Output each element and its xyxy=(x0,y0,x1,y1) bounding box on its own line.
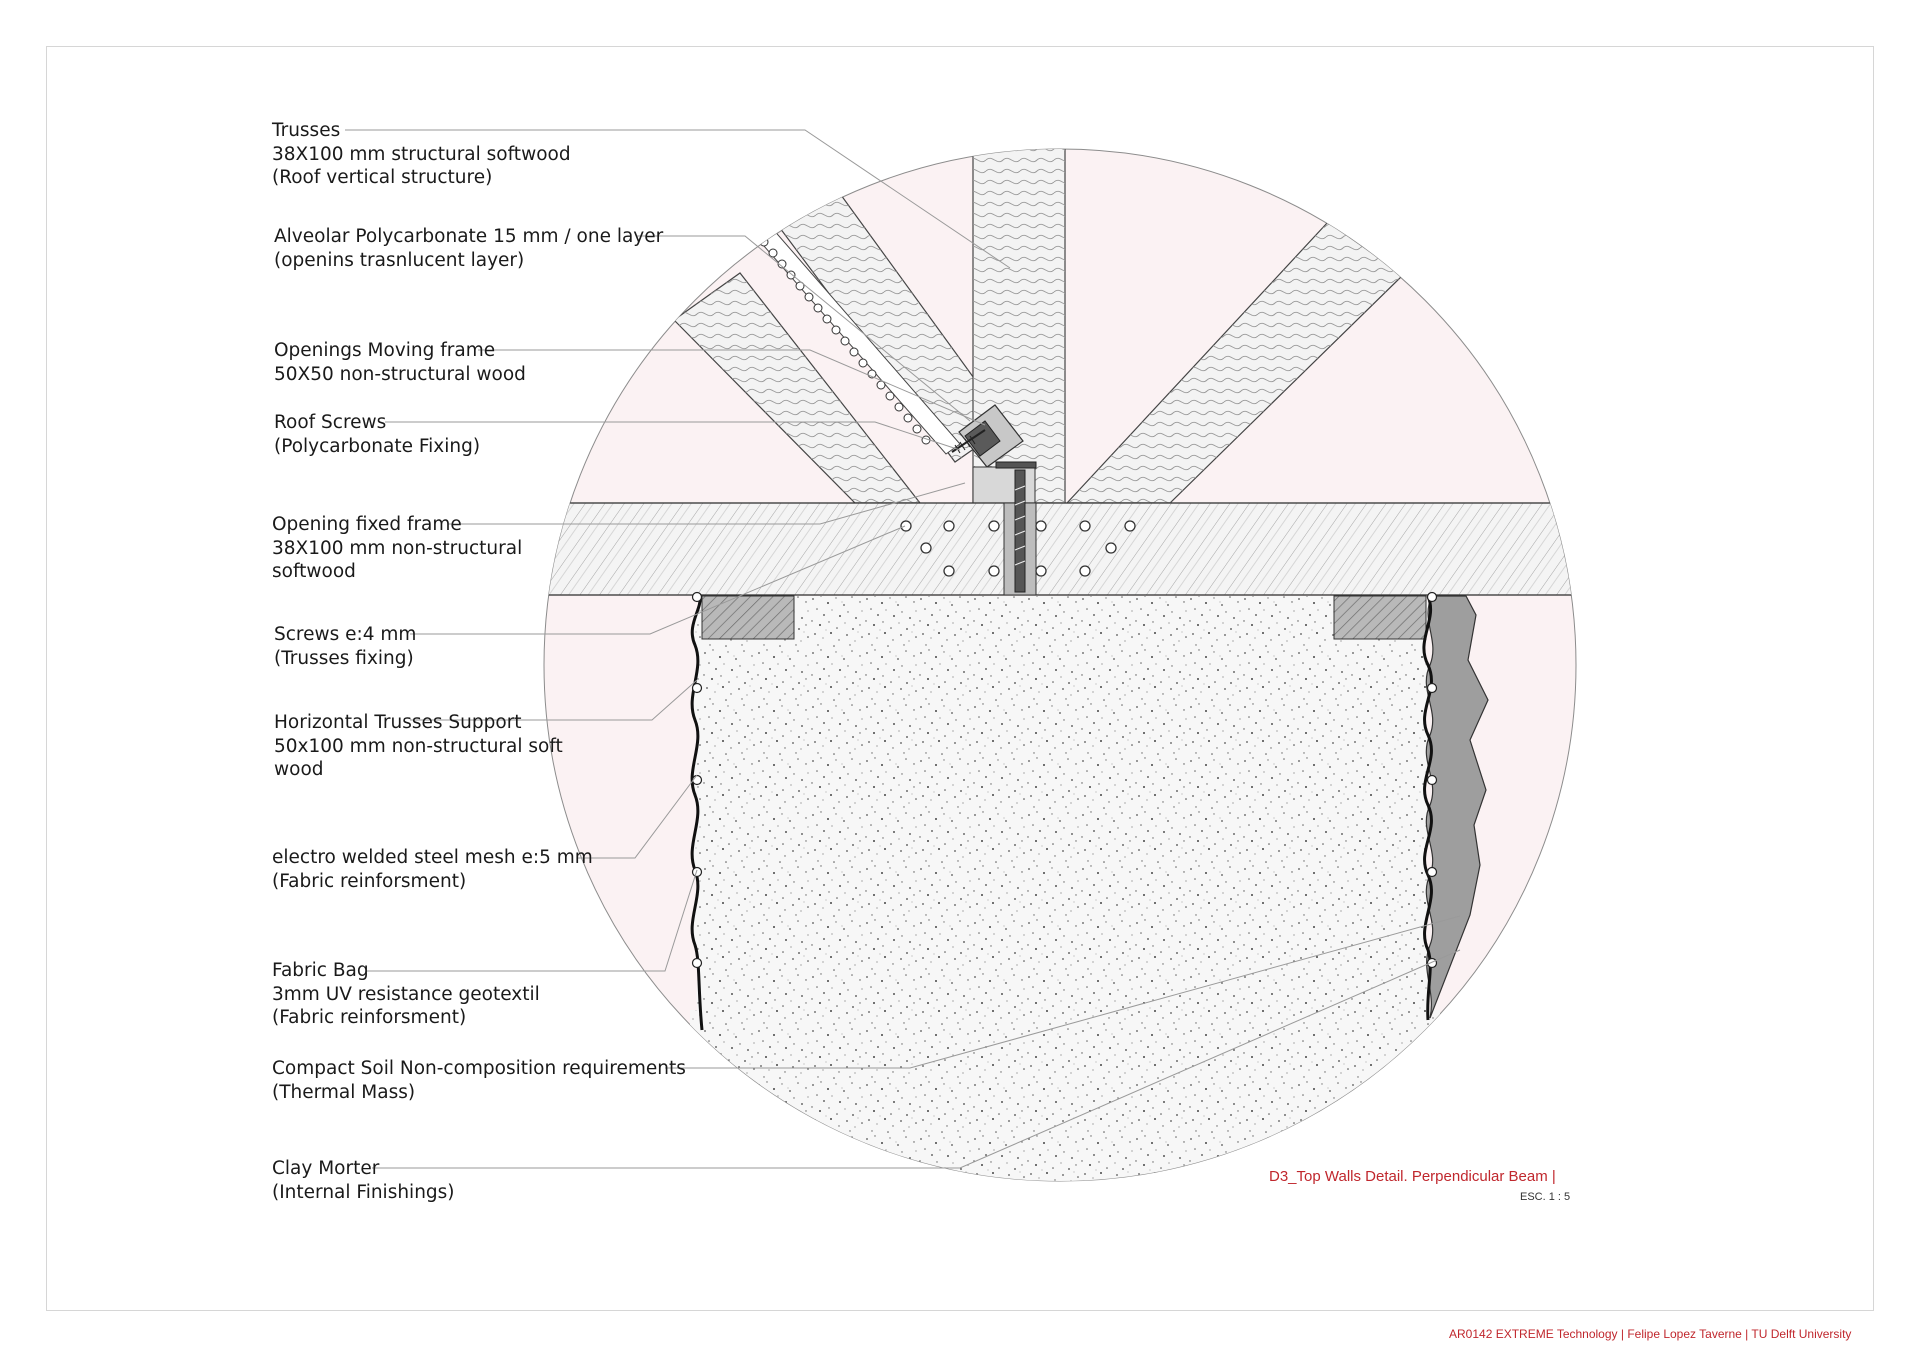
label-clay-mortar: Clay Morter (Internal Finishings) xyxy=(272,1158,455,1203)
drawing-title: D3_Top Walls Detail. Perpendicular Beam | xyxy=(1269,1168,1556,1185)
label-fabric-bag: Fabric Bag 3mm UV resistance geotextil (Fabric reinforsment) xyxy=(272,960,540,1028)
horizontal-frame-beam xyxy=(540,503,1580,595)
label-compact-soil: Compact Soil Non-composition requirements (Thermal Mass) xyxy=(272,1058,686,1103)
drawing-credits: AR0142 EXTREME Technology | Felipe Lopez Taverne | TU Delft University xyxy=(1449,1327,1852,1341)
drawing-scale: ESC. 1 : 5 xyxy=(1520,1191,1571,1203)
label-screws: Screws e:4 mm (Trusses fixing) xyxy=(274,624,417,669)
label-roof-screws: Roof Screws (Polycarbonate Fixing) xyxy=(274,412,481,457)
label-steel-mesh: electro welded steel mesh e:5 mm (Fabric reinforsment) xyxy=(272,847,593,892)
label-trusses: Trusses 38X100 mm structural softwood (Roof vertical structure) xyxy=(272,120,571,188)
label-truss-support: Horizontal Trusses Support 50x100 mm non-structural soft wood xyxy=(274,712,563,780)
compact-soil xyxy=(680,596,1440,1216)
fixed-frame-block xyxy=(973,462,1036,503)
label-moving-frame: Openings Moving frame 50X50 non-structural wood xyxy=(274,340,526,385)
label-polycarbonate: Alveolar Polycarbonate 15 mm / one layer (openins trasnlucent layer) xyxy=(274,226,664,271)
label-fixed-frame: Opening fixed frame 38X100 mm non-structural softwood xyxy=(272,514,523,582)
